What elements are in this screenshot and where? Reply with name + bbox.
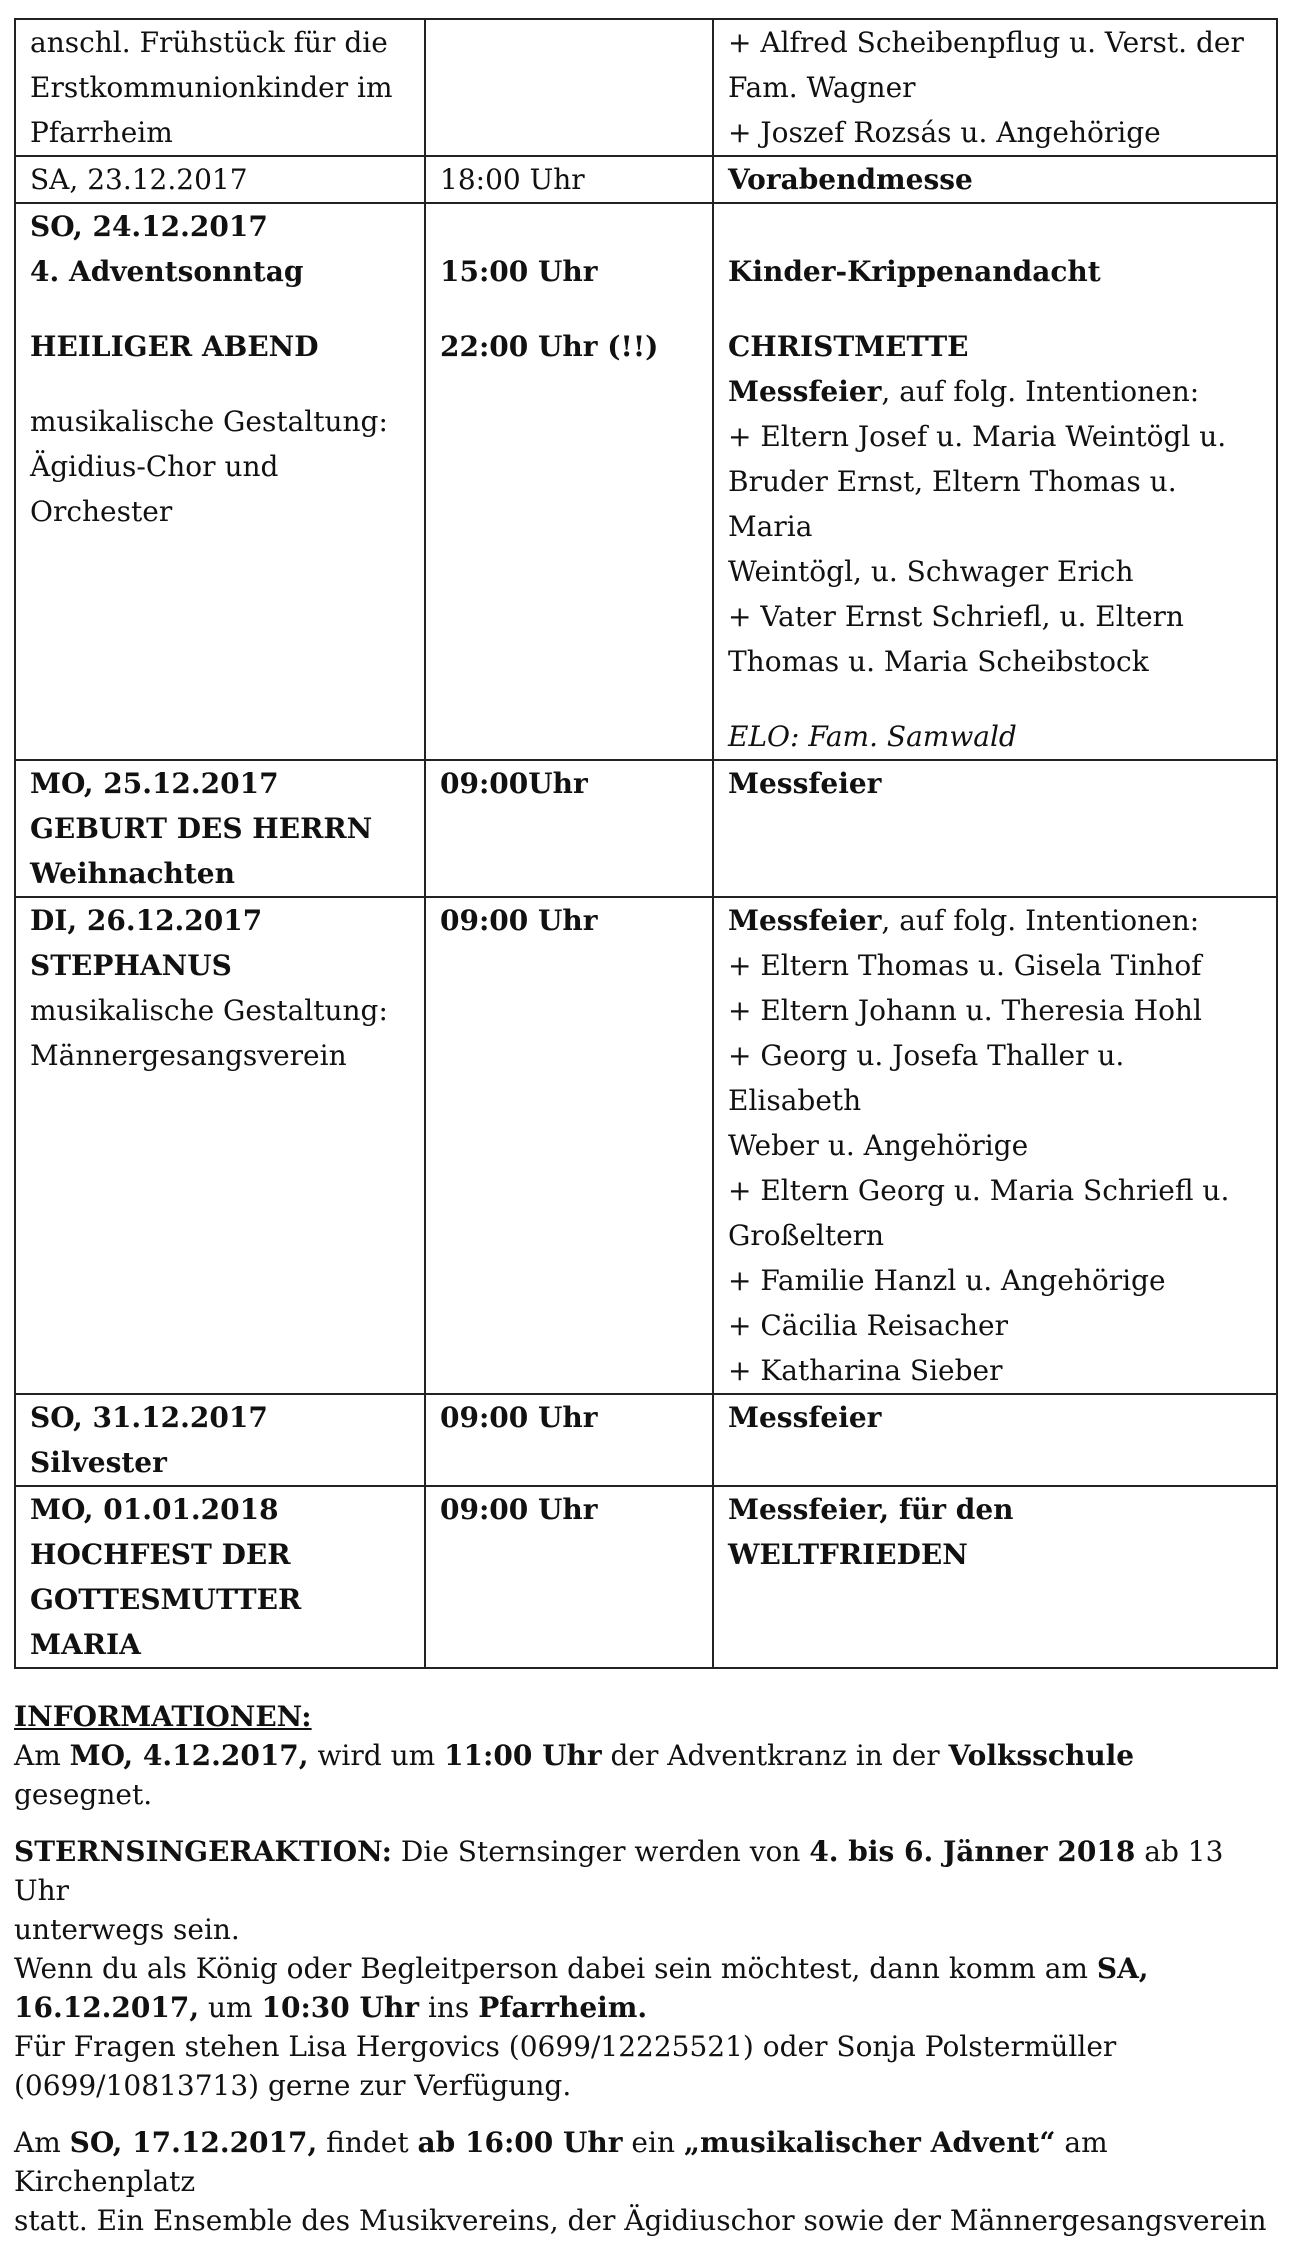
cell-line: DI, 26.12.2017: [30, 904, 263, 937]
cell-line: SA, 23.12.2017: [30, 163, 248, 196]
text-run: Messfeier: [728, 904, 882, 937]
cell-line: + Eltern Georg u. Maria Schriefl u.: [728, 1174, 1230, 1207]
text-run: 4. bis 6. Jänner 2018: [809, 1835, 1136, 1868]
cell-line: GEBURT DES HERRN: [30, 812, 373, 845]
paragraph-line: [14, 2027, 1276, 2066]
cell-line: ELO: Fam. Samwald: [728, 720, 1017, 753]
spacer: [30, 294, 410, 324]
cell-line: [728, 204, 1262, 249]
date-cell: [15, 760, 425, 897]
cell-line: SO, 31.12.2017: [30, 1401, 268, 1434]
cell-line: Weihnachten: [30, 857, 235, 890]
text-run: 16.12.2017,: [14, 1991, 200, 2024]
cell-line: 09:00 Uhr: [440, 1401, 598, 1434]
text-run: SO, 17.12.2017,: [69, 2126, 318, 2159]
paragraph-line: [14, 1949, 1276, 1988]
cell-line: Pfarrheim: [30, 116, 173, 149]
schedule-row: [15, 760, 1277, 897]
cell-line: 09:00Uhr: [440, 767, 588, 800]
info-paragraph: [14, 2123, 1276, 2240]
cell-line: Orchester: [30, 495, 173, 528]
text-run: MO, 4.12.2017,: [69, 1739, 309, 1772]
cell-line: STEPHANUS: [30, 949, 232, 982]
cell-line: SO, 24.12.2017: [30, 210, 268, 243]
text-run: der Adventkranz in der: [601, 1739, 949, 1772]
spacer: [440, 294, 698, 324]
cell-line: 4. Adventsonntag: [30, 255, 304, 288]
cell-line: 22:00 Uhr (!!): [440, 330, 659, 363]
spacer: [728, 684, 1262, 714]
date-cell: [15, 156, 425, 203]
cell-line: Weber u. Angehörige: [728, 1129, 1029, 1162]
paragraph-line: [14, 1736, 1276, 1814]
cell-line: anschl. Frühstück für die: [30, 26, 388, 59]
schedule-row: [15, 156, 1277, 203]
date-cell: [15, 897, 425, 1394]
cell-line: 09:00 Uhr: [440, 1493, 598, 1526]
paragraph-line: [14, 1988, 1276, 2027]
text-run: Am: [14, 2126, 70, 2159]
paragraph-line: [14, 1910, 1276, 1949]
cell-line: Vorabendmesse: [728, 163, 973, 196]
text-run: Am: [14, 1739, 70, 1772]
mass-schedule-table: [14, 18, 1278, 1669]
cell-line: Kinder-Krippenandacht: [728, 255, 1101, 288]
description-cell: [713, 897, 1277, 1394]
cell-line: [728, 898, 1262, 943]
cell-line: Großeltern: [728, 1219, 885, 1252]
cell-line: Erstkommunionkinder im: [30, 71, 393, 104]
time-cell: [425, 897, 713, 1394]
schedule-row: [15, 19, 1277, 156]
cell-line: + Vater Ernst Schriefl, u. Eltern: [728, 600, 1184, 633]
information-heading: INFORMATIONEN:: [14, 1700, 312, 1733]
text-run: 10:30 Uhr: [261, 1991, 420, 2024]
cell-line: musikalische Gestaltung:: [30, 405, 388, 438]
cell-line: Thomas u. Maria Scheibstock: [728, 645, 1149, 678]
text-run: um: [199, 1991, 262, 2024]
cell-line: Männergesangsverein: [30, 1039, 347, 1072]
schedule-row: [15, 1394, 1277, 1486]
description-cell: [713, 760, 1277, 897]
schedule-row: [15, 1486, 1277, 1668]
cell-line: Fam. Wagner: [728, 71, 916, 104]
text-run: findet: [317, 2126, 418, 2159]
description-cell: [713, 203, 1277, 760]
cell-line: GOTTESMUTTER MARIA: [30, 1583, 302, 1661]
cell-line: Messfeier, für den WELTFRIEDEN: [728, 1493, 1014, 1571]
time-cell: [425, 1486, 713, 1668]
cell-line: [440, 204, 698, 249]
time-cell: [425, 1394, 713, 1486]
cell-line: MO, 01.01.2018: [30, 1493, 279, 1526]
text-run: wird um: [308, 1739, 445, 1772]
text-run: gesegnet.: [14, 1778, 153, 1811]
cell-line: + Eltern Johann u. Theresia Hohl: [728, 994, 1202, 1027]
cell-line: Weintögl, u. Schwager Erich: [728, 555, 1134, 588]
date-cell: [15, 1394, 425, 1486]
description-cell: [713, 156, 1277, 203]
text-run: Volksschule: [948, 1739, 1135, 1772]
cell-line: 18:00 Uhr: [440, 163, 585, 196]
text-run: ins: [419, 1991, 479, 2024]
text-run: statt. Ein Ensemble des Musikvereins, der Ägidiuschor sowie der Männergesangsverein: [14, 2204, 1267, 2237]
text-run: Für Fragen stehen Lisa Hergovics (0699/12225521) oder Sonja Polstermüller: [14, 2030, 1117, 2063]
cell-line: Silvester: [30, 1446, 167, 1479]
cell-line: + Joszef Rozsás u. Angehörige: [728, 116, 1161, 149]
date-cell: [15, 19, 425, 156]
text-run: Pfarrheim.: [478, 1991, 648, 2024]
time-cell: [425, 760, 713, 897]
time-cell: [425, 156, 713, 203]
cell-line: Messfeier: [728, 1401, 882, 1434]
date-cell: [15, 1486, 425, 1668]
date-cell: [15, 203, 425, 760]
text-run: unterwegs sein.: [14, 1913, 240, 1946]
text-run: Wenn du als König oder Begleitperson dabei sein möchtest, dann komm am: [14, 1952, 1097, 1985]
text-run: Messfeier: [728, 375, 882, 408]
cell-line: Bruder Ernst, Eltern Thomas u. Maria: [728, 465, 1177, 543]
description-cell: [713, 1394, 1277, 1486]
cell-line: + Georg u. Josefa Thaller u. Elisabeth: [728, 1039, 1125, 1117]
paragraph-line: [14, 2123, 1276, 2201]
schedule-body: [15, 19, 1277, 1668]
text-run: ein: [622, 2126, 684, 2159]
cell-line: + Katharina Sieber: [728, 1354, 1003, 1387]
text-run: , auf folg. Intentionen:: [881, 375, 1200, 408]
description-cell: [713, 1486, 1277, 1668]
text-run: SA,: [1096, 1952, 1149, 1985]
cell-line: musikalische Gestaltung:: [30, 994, 388, 1027]
cell-line: 15:00 Uhr: [440, 255, 598, 288]
paragraph-line: [14, 2066, 1276, 2105]
cell-line: + Cäcilia Reisacher: [728, 1309, 1008, 1342]
cell-line: [728, 369, 1262, 414]
cell-line: HOCHFEST DER: [30, 1538, 291, 1571]
text-run: „musikalischer Advent“: [683, 2126, 1056, 2159]
info-paragraph: [14, 1736, 1276, 1814]
time-cell: [425, 203, 713, 760]
text-run: Die Sternsinger werden von: [392, 1835, 810, 1868]
spacer: [30, 369, 410, 399]
cell-line: Ägidius-Chor und: [30, 450, 279, 483]
cell-line: CHRISTMETTE: [728, 330, 969, 363]
document-page: [14, 18, 1276, 2258]
cell-line: MO, 25.12.2017: [30, 767, 279, 800]
paragraph-line: [14, 1832, 1276, 1910]
cell-line: Messfeier: [728, 767, 882, 800]
text-run: am Kirchenplatz: [14, 2126, 1108, 2198]
text-run: ab 16:00 Uhr: [417, 2126, 623, 2159]
information-section: [14, 1697, 1276, 2240]
cell-line: + Eltern Thomas u. Gisela Tinhof: [728, 949, 1202, 982]
text-run: 11:00 Uhr: [444, 1739, 602, 1772]
text-run: , auf folg. Intentionen:: [881, 904, 1200, 937]
paragraph-line: [14, 2201, 1276, 2240]
description-cell: [713, 19, 1277, 156]
text-run: ab 13 Uhr: [14, 1835, 1224, 1907]
text-run: (0699/10813713) gerne zur Verfügung.: [14, 2069, 572, 2102]
cell-line: + Eltern Josef u. Maria Weintögl u.: [728, 420, 1227, 453]
cell-line: + Alfred Scheibenpflug u. Verst. der: [728, 26, 1244, 59]
text-run: STERNSINGERAKTION:: [14, 1835, 393, 1868]
time-cell: [425, 19, 713, 156]
cell-line: HEILIGER ABEND: [30, 330, 319, 363]
information-paragraphs: [14, 1736, 1276, 2240]
schedule-row: [15, 203, 1277, 760]
cell-line: 09:00 Uhr: [440, 904, 598, 937]
schedule-row: [15, 897, 1277, 1394]
info-paragraph: [14, 1832, 1276, 2105]
cell-line: + Familie Hanzl u. Angehörige: [728, 1264, 1166, 1297]
spacer: [728, 294, 1262, 324]
